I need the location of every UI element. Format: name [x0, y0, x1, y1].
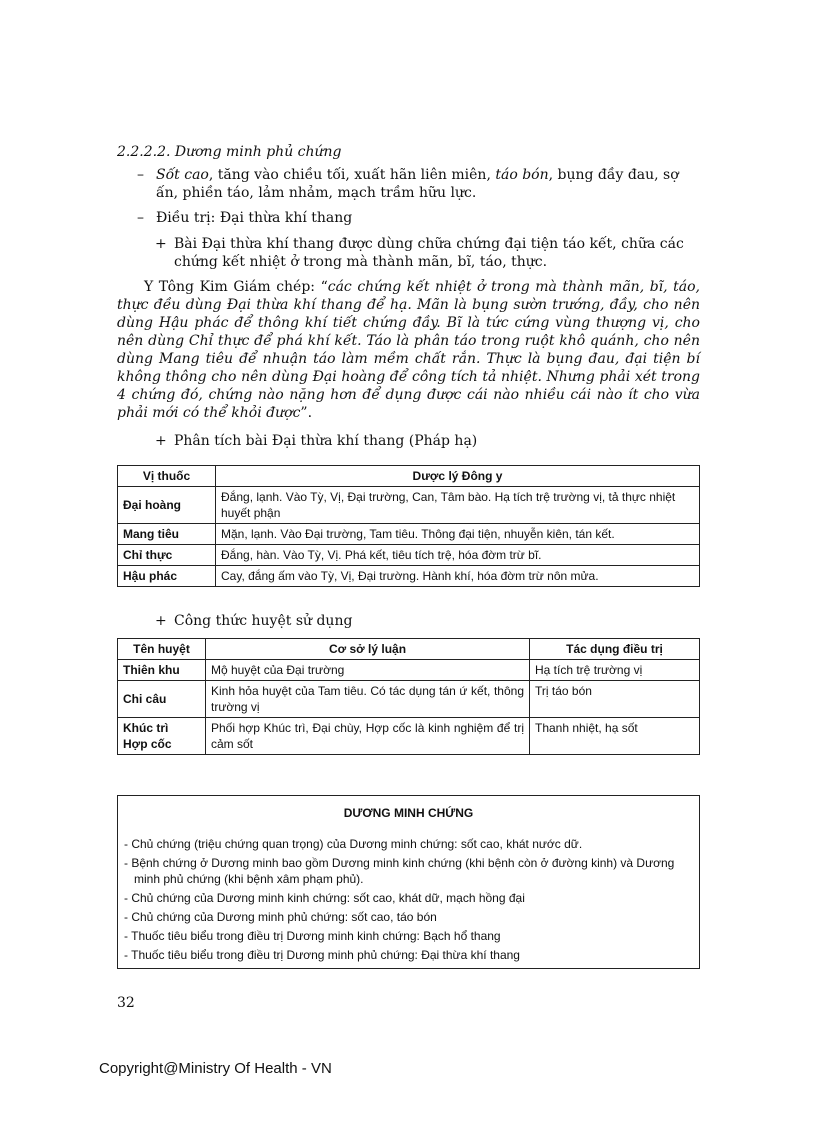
page-number: 32 — [117, 995, 135, 1011]
plus-marker: + — [155, 613, 167, 629]
plus-marker: + — [155, 236, 167, 252]
dash-marker: – — [137, 210, 144, 226]
herb-name: Hậu phác — [118, 566, 216, 587]
point-effect: Trị táo bón — [530, 681, 700, 718]
treatment-item — [137, 209, 700, 227]
summary-item: - Thuốc tiêu biểu trong điều trị Dương minh kinh chứng: Bạch hổ thang — [124, 929, 501, 943]
table-row — [118, 524, 700, 545]
copyright-notice: Copyright@Ministry Of Health - VN — [99, 1060, 332, 1077]
point-rationale: Mộ huyệt của Đại trường — [206, 660, 530, 681]
herb-description: Mặn, lạnh. Vào Đại trường, Tam tiêu. Thông đại tiện, nhuyễn kiên, tán kết. — [216, 524, 700, 545]
quote-lead: Y Tông Kim Giám chép: “ — [144, 279, 328, 295]
summary-box — [117, 795, 700, 969]
point-effect: Hạ tích trệ trường vị — [530, 660, 700, 681]
quote-tail: ”. — [300, 405, 313, 421]
table-row — [118, 566, 700, 587]
plus-item-text: Công thức huyệt sử dụng — [174, 613, 353, 629]
symptom-emphasis-constipation: táo bón — [495, 167, 549, 183]
table-header-row — [118, 466, 700, 487]
point-name: Khúc trì Hợp cốc — [118, 718, 206, 755]
point-effect: Thanh nhiệt, hạ sốt — [530, 718, 700, 755]
herb-name: Đại hoàng — [118, 487, 216, 524]
point-name: Thiên khu — [118, 660, 206, 681]
plus-item-formula-use — [155, 235, 700, 271]
column-header: Vị thuốc — [118, 466, 216, 487]
symptom-emphasis-fever: Sốt cao — [156, 167, 209, 183]
summary-item: - Chủ chứng của Dương minh phủ chứng: sốt cao, táo bón — [124, 910, 437, 924]
symptom-text-1: , tăng vào chiều tối, xuất hãn liên miên, — [208, 167, 496, 183]
herb-description: Đắng, hàn. Vào Tỳ, Vị. Phá kết, tiêu tích trệ, hóa đờm trừ bĩ. — [216, 545, 700, 566]
point-name: Chi câu — [118, 681, 206, 718]
table-row — [118, 660, 700, 681]
plus-item-text: Phân tích bài Đại thừa khí thang (Pháp hạ) — [174, 433, 478, 449]
symptoms-item — [137, 166, 700, 202]
table-row — [118, 545, 700, 566]
column-header: Cơ sở lý luận — [206, 639, 530, 660]
summary-item: - Chủ chứng (triệu chứng quan trọng) của Dương minh chứng: sốt cao, khát nước dữ. — [124, 837, 583, 851]
summary-item: - Thuốc tiêu biểu trong điều trị Dương minh phủ chứng: Đại thừa khí thang — [124, 948, 520, 962]
plus-item-text: Bài Đại thừa khí thang được dùng chữa chứng đại tiện táo kết, chữa các chứng kết nhiệt ở trong mà thành mãn, bĩ, táo, thực. — [174, 236, 684, 270]
quote-paragraph — [117, 278, 700, 422]
column-header: Dược lý Đông y — [216, 466, 700, 487]
summary-item: - Chủ chứng của Dương minh kinh chứng: sốt cao, khát dữ, mạch hồng đại — [124, 891, 525, 905]
plus-marker: + — [155, 433, 167, 449]
column-header: Tên huyệt — [118, 639, 206, 660]
herb-description: Đắng, lạnh. Vào Tỳ, Vị, Đại trường, Can, Tâm bào. Hạ tích trệ trường vị, tả thực nhiệt huyết phận — [216, 487, 700, 524]
acupoint-table — [117, 638, 700, 755]
summary-title: DƯƠNG MINH CHỨNG — [343, 806, 474, 820]
herb-description: Cay, đắng ấm vào Tỳ, Vị, Đại trường. Hành khí, hóa đờm trừ nôn mửa. — [216, 566, 700, 587]
treatment-text: Điều trị: Đại thừa khí thang — [156, 210, 353, 226]
herb-table — [117, 465, 700, 587]
table-row — [118, 718, 700, 755]
point-rationale: Kinh hỏa huyệt của Tam tiêu. Có tác dụng tán ứ kết, thông trường vị — [206, 681, 530, 718]
point-rationale: Phối hợp Khúc trì, Đại chùy, Hợp cốc là kinh nghiệm để trị cảm sốt — [206, 718, 530, 755]
quote-body: các chứng kết nhiệt ở trong mà thành mãn, bĩ, táo, thực đều dùng Đại thừa khí thang để hạ. Mãn là bụng sườn trướng, đầy, cho nên dùng Hậu phác để thông khí tiết chứng đầy. Bĩ là tức cứng vùng thượng vị, cho nên dùng Chỉ thực để phá khí kết. Táo là phân táo trong ruột khô quánh, cho nên dùng Mang tiêu để nhuận táo làm mềm chất rắn. Thực là bụng đau, đại tiện bí không thông cho nên dùng Đại hoàng để công tích tả nhiệt. Nhưng phải xét trong 4 chứng đó, chứng nào nặng hơn để dụng được cái nào nhiều cái nào ít cho vừa phải mới có thể khỏi được — [117, 279, 701, 421]
column-header: Tác dụng điều trị — [530, 639, 700, 660]
symptom-text-2: , bụng đầy đau, sợ ấn, phiền táo, lảm nhảm, mạch trầm hữu lực. — [156, 167, 679, 201]
section-heading: 2.2.2.2. Dương minh phủ chứng — [117, 144, 342, 160]
table-row — [118, 487, 700, 524]
plus-item-acupoints — [155, 612, 700, 630]
dash-marker: – — [137, 167, 144, 183]
table-header-row — [118, 639, 700, 660]
table-row — [118, 681, 700, 718]
plus-item-analysis — [155, 432, 700, 450]
herb-name: Chỉ thực — [118, 545, 216, 566]
summary-item: - Bệnh chứng ở Dương minh bao gồm Dương minh kinh chứng (khi bệnh còn ở đường kinh) và Dương minh phủ chứng (khi bệnh xâm phạm phủ). — [124, 856, 675, 886]
herb-name: Mang tiêu — [118, 524, 216, 545]
